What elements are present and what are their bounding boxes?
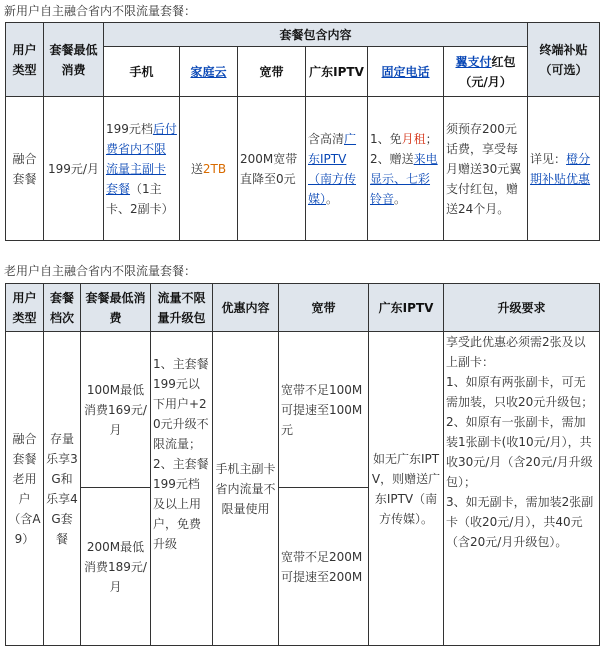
header2-pack: 流量不限量升级包 bbox=[151, 284, 213, 332]
header-broadband: 宽带 bbox=[238, 47, 306, 97]
header-min-fee: 套餐最低消费 bbox=[44, 23, 104, 97]
header2-iptv: 广东IPTV bbox=[369, 284, 444, 332]
cell-phone: 199元档后付费省内不限流量主副卡套餐（1主卡、2副卡） bbox=[104, 97, 180, 241]
cell-wing-pay: 须预存200元话费，享受每月赠送30元翼支付红包，赠送24个月。 bbox=[444, 97, 528, 241]
new-user-plan-table bbox=[5, 22, 600, 241]
header-user-type: 用户类型 bbox=[6, 23, 44, 97]
cell2-upgrade bbox=[444, 332, 600, 646]
cell2-iptv: 如无广东IPTV，则赠送广东IPTV（南方传媒）。 bbox=[369, 332, 444, 646]
header-phone: 手机 bbox=[104, 47, 180, 97]
header-contents: 套餐包含内容 bbox=[104, 23, 528, 47]
installment-subsidy-link[interactable]: 橙分期补贴优惠 bbox=[530, 151, 591, 186]
upgrade-option-2: 2、如原有一张副卡，需加装1张副卡(收10元/月），共收30元/月（含20元/月升级包）； bbox=[446, 415, 593, 489]
upgrade-option-1: 1、如原有两张副卡，可无需加装，只收20元升级包； bbox=[446, 375, 594, 409]
home-cloud-link[interactable]: 家庭云 bbox=[190, 64, 227, 79]
cell2-bb-100m: 宽带不足100M可提速至100M元 bbox=[279, 332, 369, 488]
header-wing-pay bbox=[444, 47, 528, 97]
wing-pay-suffix: 红包（元/月） bbox=[459, 54, 516, 89]
cell2-fee-100m: 100M最低消费169元/月 bbox=[81, 332, 151, 488]
header-iptv: 广东IPTV bbox=[306, 47, 368, 97]
header-landline bbox=[368, 47, 444, 97]
cell-terminal: 详见：橙分期补贴优惠 bbox=[528, 97, 600, 241]
header-home-cloud bbox=[180, 47, 238, 97]
header2-upgrade: 升级要求 bbox=[444, 284, 600, 332]
cell2-pack: 1、主套餐199元以下用户+20元升级不限流量； 2、主套餐199元档及以上用户，免费升级 bbox=[151, 332, 213, 646]
phone-plan-link[interactable]: 后付费省内不限流量主副卡套餐 bbox=[106, 121, 177, 196]
section2-caption: 老用户自主融合省内不限流量套餐： bbox=[4, 264, 197, 278]
upgrade-requirement: 享受此优惠必须需2张及以上副卡： bbox=[446, 335, 586, 369]
cell2-user-type: 融合套餐老用户（含A9） bbox=[6, 332, 44, 646]
header2-tier: 套餐档次 bbox=[44, 284, 81, 332]
cell-landline: 1、免月租； 2、赠送来电显示、七彩铃音。 bbox=[368, 97, 444, 241]
wing-pay-link[interactable]: 翼支付 bbox=[455, 54, 492, 69]
header-terminal: 终端补贴（可选） bbox=[528, 23, 600, 97]
cell2-fee-200m: 200M最低消费189元/月 bbox=[81, 488, 151, 646]
caller-id-link[interactable]: 来电显示、七彩铃音 bbox=[370, 151, 438, 206]
cell2-tier: 存量乐享3G和乐享4G套餐 bbox=[44, 332, 81, 646]
header2-user-type: 用户类型 bbox=[6, 284, 44, 332]
upgrade-option-3: 3、如无副卡，需加装2张副卡（收20元/月），共40元（含20元/月升级包）。 bbox=[446, 495, 594, 549]
existing-user-plan-table bbox=[5, 283, 600, 646]
header2-offer: 优惠内容 bbox=[213, 284, 279, 332]
cell-home-cloud: 送2TB bbox=[180, 97, 238, 241]
header2-broadband: 宽带 bbox=[279, 284, 369, 332]
cell-broadband: 200M宽带直降至0元 bbox=[238, 97, 306, 241]
cell-user-type: 融合套餐 bbox=[6, 97, 44, 241]
cell2-bb-200m: 宽带不足200M可提速至200M bbox=[279, 488, 369, 646]
cell-min-fee: 199元/月 bbox=[44, 97, 104, 241]
cell-iptv: 含高清广东IPTV（南方传媒）。 bbox=[306, 97, 368, 241]
cell2-offer: 手机主副卡省内流量不限量使用 bbox=[213, 332, 279, 646]
section1-caption: 新用户自主融合省内不限流量套餐： bbox=[4, 4, 197, 18]
iptv-link[interactable]: 广东IPTV（南方传媒） bbox=[308, 131, 357, 206]
header2-min-fee: 套餐最低消费 bbox=[81, 284, 151, 332]
landline-link[interactable]: 固定电话 bbox=[381, 64, 430, 79]
